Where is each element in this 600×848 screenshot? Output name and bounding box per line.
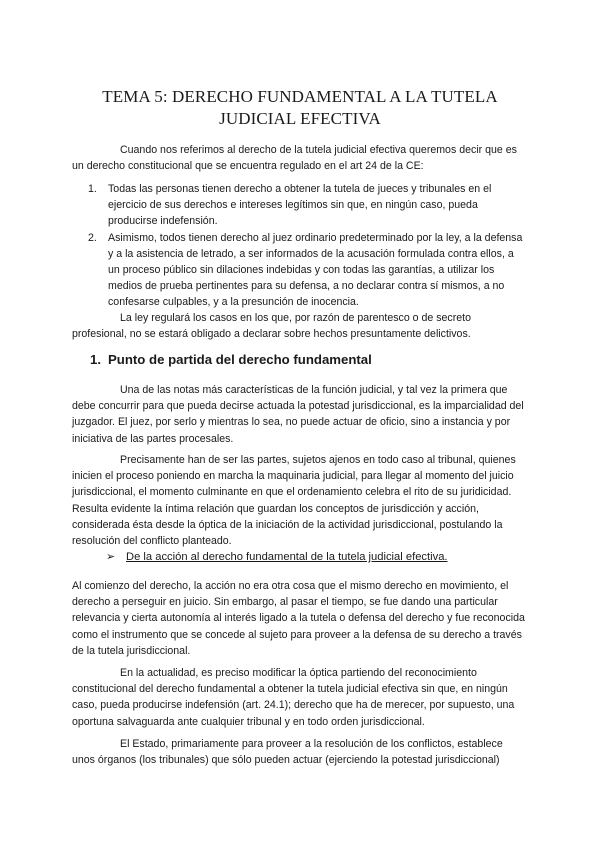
list-item-text: Asimismo, todos tienen derecho al juez ordinario predeterminado por la ley, a la defensa y a la asistencia de letrado, a ser informados de la acusación formulada contra ellos, a un proceso público sin dilaciones indebidas y con todas las garantías, a utilizar los medios de prueba pertinentes para su defensa, a no declarar contra sí mismos, a no confesarse culpables, y a la presunción de inocencia. (108, 231, 523, 309)
list-item-number: 1. (88, 183, 97, 195)
subsection-heading (106, 549, 528, 565)
list-item-text: Todas las personas tienen derecho a obtener la tutela de jueces y tribunales en el ejercicio de sus derechos e intereses legítimos sin que, en ningún caso, pueda producirse indefensión. (108, 183, 492, 228)
paragraph-comienzo: Al comienzo del derecho, la acción no era otra cosa que el mismo derecho en movimiento, el derecho a perseguir en juicio. Sin embargo, al pasar el tiempo, se fue dando una particular relevancia y cierta autonomía al interés ligado a la tutela o defensa del derecho y fue reconocida como el instrumento que se concede al sujeto para proveer a la defensa de su derecho a través de la tutela jurisdiccional. (72, 580, 525, 657)
section-number: 1. (90, 352, 101, 367)
document-title (60, 86, 540, 130)
paragraph-notas: Una de las notas más características de la función judicial, y tal vez la primera que debe concurrir para que pueda decirse actuada la potestad jurisdiccional, es la imparcialidad del juzgador. El juez, por serlo y mientras lo sea, no puede actuar de oficio, sino a instancia y por iniciativa de las partes procesales. (72, 384, 524, 445)
title-line-2: JUDICIAL EFECTIVA (219, 109, 381, 128)
paragraph-precisamente: Precisamente han de ser las partes, sujetos ajenos en todo caso al tribunal, quienes inicien el proceso poniendo en marcha la maquinaria judicial, para llegar al momento del juicio jurisdiccional, el momento culminante en que el ordenamiento celebra el rito de su juridicidad. Resulta evidente la íntima relación que guardan los conceptos de jurisdicción y acción, considerada ésta desde la óptica de la iniciación de la actividad jurisdiccional, postulando la resolución del conflicto planteado. (72, 454, 516, 548)
title-line-1: TEMA 5: DERECHO FUNDAMENTAL A LA TUTELA (102, 87, 498, 106)
list-item (72, 181, 528, 230)
list-item-number: 2. (88, 231, 97, 244)
paragraph-ley: La ley regulará los casos en los que, por razón de parentesco o de secreto profesional, no se estará obligado a declarar sobre hechos presuntamente delictivos. (72, 312, 471, 341)
list-item (72, 230, 528, 311)
paragraph-estado: El Estado, primariamente para proveer a la resolución de los conflictos, establece unos órganos (los tribunales) que sólo pueden actuar (ejerciendo la potestad jurisdiccional) (72, 738, 503, 767)
article-list (72, 181, 528, 311)
paragraph-actualidad: En la actualidad, es preciso modificar la óptica partiendo del reconocimiento constitucional del derecho fundamental a obtener la tutela judicial efectiva sin que, en ningún caso, pueda producirse indefensión (art. 24.1); derecho que ha de merecer, por supuesto, una oportuna salvaguarda ante cualquier tribunal y en todo orden jurisdiccional. (72, 667, 515, 728)
intro-paragraph: Cuando nos referimos al derecho de la tutela judicial efectiva queremos decir que es un derecho constitucional que se encuentra regulado en el art 24 de la CE: (72, 144, 517, 173)
section-title: Punto de partida del derecho fundamental (108, 352, 372, 367)
subsection-title: De la acción al derecho fundamental de la tutela judicial efectiva. (126, 551, 448, 563)
arrow-bullet-icon: ➢ (106, 551, 116, 563)
